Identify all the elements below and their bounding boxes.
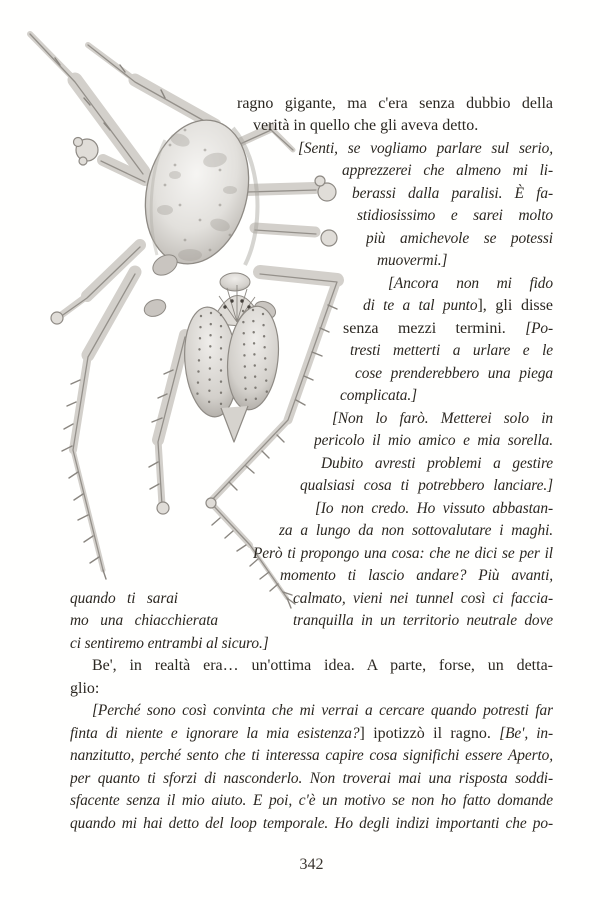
telepathic-speech-text: più amichevole se potessi (366, 230, 553, 247)
telepathic-speech-text: Però ti propongo una cosa: che ne dici se per il (253, 545, 553, 562)
telepathic-speech-text: [Po- (525, 320, 553, 337)
telepathic-speech-text: mo una chiacchierata (70, 612, 218, 629)
text-line (315, 498, 553, 521)
telepathic-speech-text: sfacente senza il mio aiuto. E poi, c'è un motivo se non ho fatto domande (70, 792, 553, 809)
text-line (253, 543, 553, 566)
telepathic-speech-text: berassi dalla paralisi. È fa- (352, 185, 553, 202)
narration-text: ], gli disse (477, 297, 553, 314)
narration-text: Be', in realtà era… un'ottima idea. A parte, forse, un detta- (92, 657, 553, 674)
text-line (70, 678, 553, 701)
text-line (363, 295, 553, 318)
telepathic-speech-text: [Ancora non mi fido (388, 275, 553, 292)
text-line (92, 700, 553, 723)
text-line (279, 520, 553, 543)
text-line (355, 363, 553, 386)
telepathic-speech-text: per quanto ti sforzi di nasconderlo. Non troverai mai una risposta soddi- (70, 770, 553, 787)
telepathic-speech-text: calmato, vieni nei tunnel così ci faccia- (293, 590, 553, 607)
text-line (321, 453, 553, 476)
text-line (300, 475, 553, 498)
text-line (293, 588, 553, 611)
telepathic-speech-text: pericolo il mio amico e mia sorella. (314, 432, 553, 449)
text-line (70, 768, 553, 791)
telepathic-speech-text: tranquilla in un territorio neutrale dove (293, 612, 553, 629)
telepathic-speech-text: [Senti, se vogliamo parlare sul serio, (298, 140, 553, 157)
text-line (70, 633, 553, 656)
telepathic-speech-text: muovermi.] (377, 252, 448, 269)
narration-text: senza mezzi termini. (343, 320, 526, 337)
text-line (70, 813, 553, 836)
text-line (70, 723, 553, 746)
telepathic-speech-text: [Non lo farò. Metterei solo in (332, 410, 553, 427)
text-line (92, 655, 553, 678)
narration-text: glio: (70, 680, 100, 697)
text-line (70, 610, 218, 633)
text-line (293, 610, 553, 633)
telepathic-speech-text: quando mi hai detto del loop temporale. Ho degli indizi importanti che po- (70, 815, 553, 832)
text-line (237, 93, 553, 116)
text-line (388, 273, 553, 296)
text-line (352, 183, 553, 206)
text-line (253, 115, 553, 138)
narration-text: ] ipotizzò il ragno. (359, 725, 500, 742)
text-line (70, 745, 553, 768)
text-line (314, 430, 553, 453)
text-line (298, 138, 553, 161)
telepathic-speech-text: momento ti lascio andare? Più avanti, (280, 567, 553, 584)
telepathic-speech-text: complicata.] (340, 387, 418, 404)
text-line (366, 228, 553, 251)
text-line (377, 250, 553, 273)
text-line (70, 790, 553, 813)
text-line (342, 160, 553, 183)
page-number: 342 (299, 856, 324, 873)
telepathic-speech-text: di te a tal punto (363, 297, 478, 314)
telepathic-speech-text: [Io non credo. Ho vissuto abbastan- (315, 500, 553, 517)
narration-text: verità in quello che gli aveva detto. (253, 117, 479, 134)
telepathic-speech-text: Dubito avresti problemi a gestire (321, 455, 553, 472)
text-line (332, 408, 553, 431)
telepathic-speech-text: quando ti sarai (70, 590, 178, 607)
telepathic-speech-text: apprezzerei che almeno mi li- (342, 162, 553, 179)
telepathic-speech-text: nanzitutto, perché sento che ti interessa capire cosa significhi essere Aperto, (70, 747, 553, 764)
text-line (350, 340, 553, 363)
text-line (343, 318, 553, 341)
telepathic-speech-text: cose prenderebbero una piega (355, 365, 553, 382)
telepathic-speech-text: za a lungo da non sottovalutare i maghi. (279, 522, 553, 539)
telepathic-speech-text: qualsiasi cosa ti potrebbero lanciare.] (300, 477, 553, 494)
telepathic-speech-text: ci sentiremo entrambi al sicuro.] (70, 635, 269, 652)
telepathic-speech-text: [Perché sono così convinta che mi verrai a cercare quando potresti far (92, 702, 553, 719)
telepathic-speech-text: finta di niente e ignorare la mia esistenza? (70, 725, 360, 742)
telepathic-speech-text: stidiosissimo e sarei molto (357, 207, 553, 224)
telepathic-speech-text: tresti metterti a urlare e le (350, 342, 553, 359)
text-line (280, 565, 553, 588)
text-line (70, 588, 178, 611)
text-line (357, 205, 553, 228)
text-line (340, 385, 553, 408)
telepathic-speech-text: [Be', in- (499, 725, 553, 742)
narration-text: ragno gigante, ma c'era senza dubbio della (237, 95, 553, 112)
